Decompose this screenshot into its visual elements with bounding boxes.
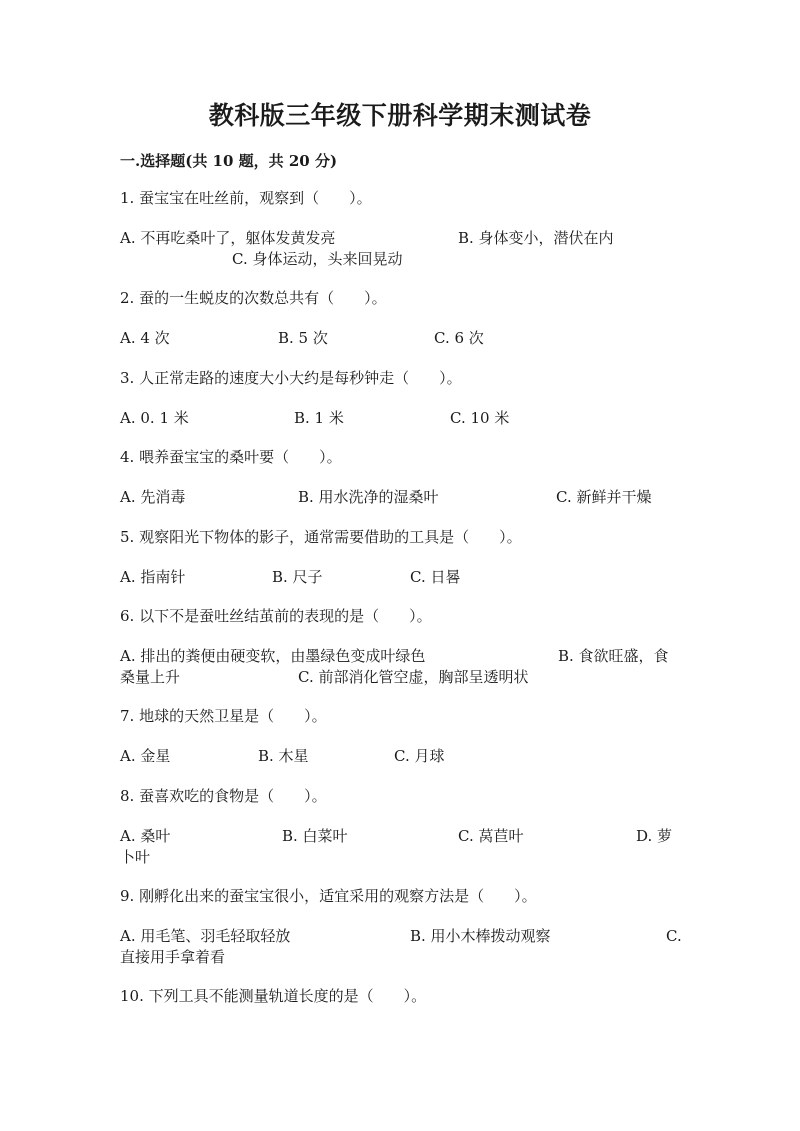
option-b: B. 用水洗净的湿桑叶 [298,488,439,506]
options-row-5 [120,567,680,611]
option-b: B. 身体变小，潜伏在内 [458,229,614,247]
option-b-continued: 桑量上升 [120,668,181,686]
option-c: C. 身体运动，头来回晃动 [232,250,403,268]
option-b: B. 木星 [258,747,309,765]
option-c: C. 月球 [394,747,445,765]
option-a: A. 金星 [120,747,171,765]
option-c: C. 10 米 [450,409,510,427]
options-row-7 [120,746,680,790]
options-row-1 [120,228,680,272]
option-a: A. 先消毒 [120,488,186,506]
options-row-9 [120,926,680,970]
option-a: A. 排出的粪便由硬变软，由墨绿色变成叶绿色 [120,647,426,665]
question-stem-3: 3. 人正常走路的速度大小大约是每秒钟走（ ）。 [120,369,462,387]
option-c-continued: 直接用手拿着看 [120,948,226,966]
option-c: C. 新鲜并干燥 [556,488,652,506]
question-stem-8: 8. 蚕喜欢吃的食物是（ ）。 [120,787,327,805]
question-stem-4: 4. 喂养蚕宝宝的桑叶要（ ）。 [120,448,342,466]
question-stem-1: 1. 蚕宝宝在吐丝前，观察到（ ）。 [120,189,372,207]
option-b: B. 白菜叶 [282,827,348,845]
option-a: A. 不再吃桑叶了，躯体发黄发亮 [120,229,336,247]
option-c: C. [666,927,682,945]
option-b: B. 用小木棒拨动观察 [410,927,551,945]
page-title: 教科版三年级下册科学期末测试卷 [208,101,592,130]
option-d-continued: 卜叶 [120,848,151,866]
option-c: C. 前部消化管空虚，胸部呈透明状 [298,668,529,686]
option-c: C. 日晷 [410,568,461,586]
option-a: A. 桑叶 [120,827,171,845]
option-a: A. 0. 1 米 [120,409,189,427]
options-row-3 [120,408,680,452]
option-c: C. 6 次 [434,329,484,347]
options-row-2 [120,328,680,372]
options-row-6 [120,646,680,690]
option-c: C. 莴苣叶 [458,827,524,845]
section-heading: 一.选择题(共 10 题，共 20 分) [120,152,338,170]
question-stem-9: 9. 刚孵化出来的蚕宝宝很小，适宜采用的观察方法是（ ）。 [120,887,537,905]
option-b: B. 5 次 [278,329,328,347]
option-a: A. 4 次 [120,329,170,347]
option-a: A. 用毛笔、羽毛轻取轻放 [120,927,291,945]
options-row-4 [120,487,680,531]
option-a: A. 指南针 [120,568,186,586]
question-stem-5: 5. 观察阳光下物体的影子，通常需要借助的工具是（ ）。 [120,528,522,546]
question-stem-2: 2. 蚕的一生蜕皮的次数总共有（ ）。 [120,289,387,307]
option-b: B. 食欲旺盛，食 [558,647,669,665]
option-b: B. 1 米 [294,409,344,427]
option-b: B. 尺子 [272,568,323,586]
question-stem-7: 7. 地球的天然卫星是（ ）。 [120,707,327,725]
question-stem-10: 10. 下列工具不能测量轨道长度的是（ ）。 [120,987,427,1005]
question-stem-6: 6. 以下不是蚕吐丝结茧前的表现的是（ ）。 [120,607,432,625]
options-row-8 [120,826,680,870]
option-d: D. 萝 [636,827,673,845]
